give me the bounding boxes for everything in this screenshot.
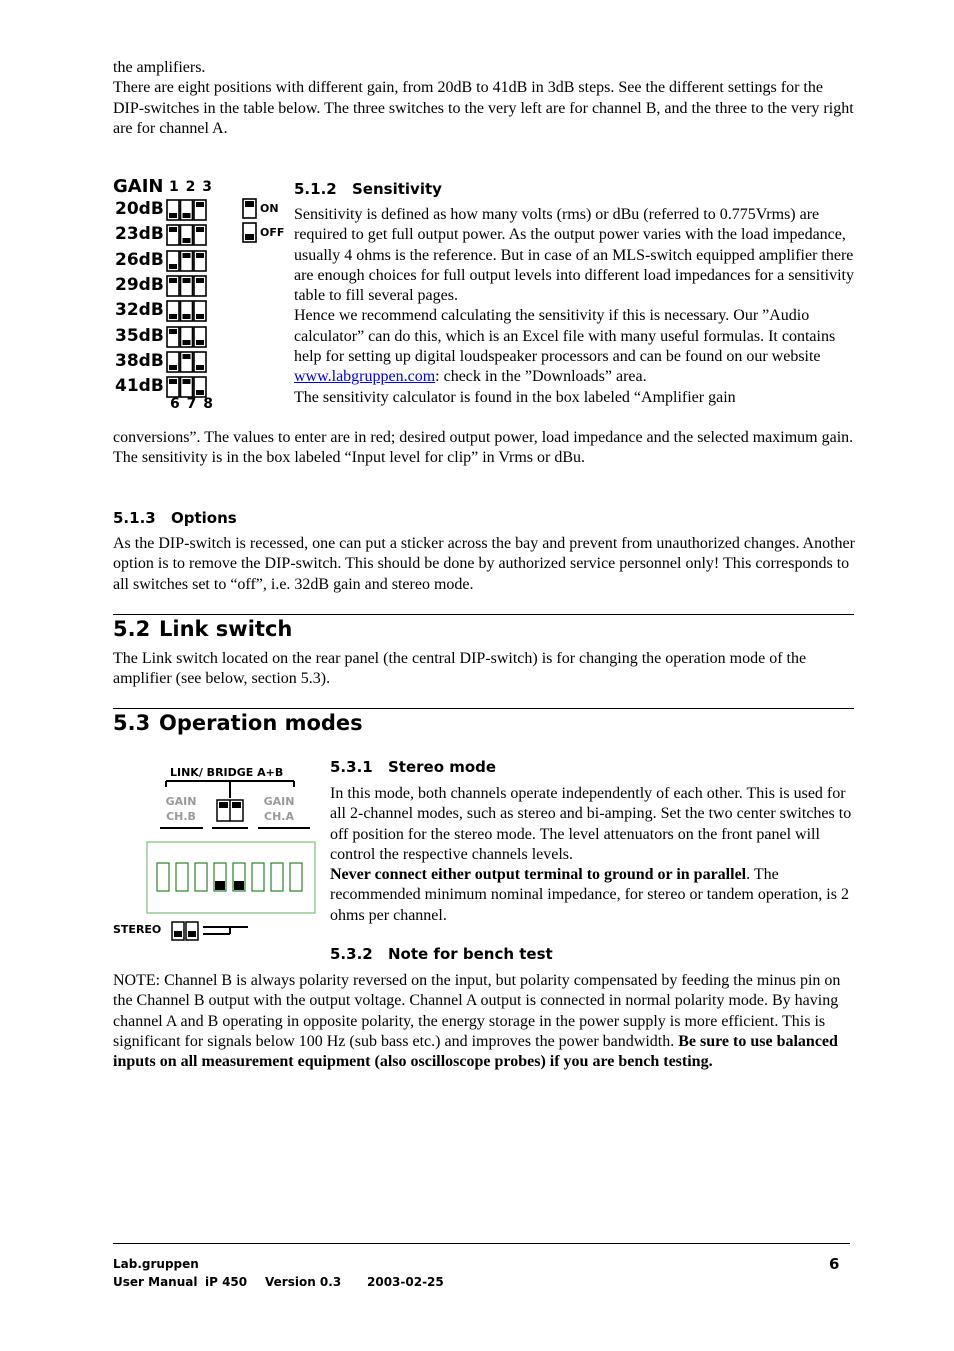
stereo-mode-body	[330, 784, 855, 926]
section-5-2-heading	[113, 617, 292, 641]
switch-on-icon	[242, 198, 258, 220]
gain-row-label: 32dB	[115, 300, 164, 321]
footer-company: Lab.gruppen	[113, 1257, 199, 1271]
link-switch-paragraph: The Link switch located on the rear panel (the central DIP-switch) is for changing the operation mode of the amplifier (see below, section 5.3).	[113, 650, 807, 688]
page-number: 6	[829, 1255, 840, 1273]
options-paragraph: As the DIP-switch is recessed, one can put a sticker across the bay and prevent from unauthorized changes. Another option is to remove the DIP-switch. This should be done by authorized service personnel only! This corresponds to all switches set to “off”, i.e. 32dB gain and stereo mode.	[113, 535, 855, 593]
labgruppen-website-link[interactable]: www.labgruppen.com	[294, 368, 436, 386]
gain-row-label: 26dB	[115, 249, 164, 270]
gain-row	[113, 224, 213, 248]
link-diagram-lines	[113, 762, 323, 944]
dip-switch-group-icon	[166, 326, 210, 350]
gain-row-label: 35dB	[115, 325, 164, 346]
dip-switch-group-icon	[166, 199, 210, 223]
link-switch-diagram	[113, 762, 323, 944]
bench-test-paragraph: NOTE: Channel B is always polarity reversed on the input, but polarity compensated by feeding the minus pin on the Channel B output with the output voltage. Channel A output is connected in normal polarity mode. By having channel A and B operating in opposite polarity, the energy storage in the power supply is more efficient. This is significant for signals below 100 Hz (sub bass etc.) and improves the power bandwidth. Be sure to use balanced inputs on all measurement equipment (also oscilloscope probes) if you are bench testing.	[113, 972, 841, 1071]
gain-row	[113, 275, 213, 299]
intro-block	[113, 58, 855, 139]
legend-on-label: ON	[260, 202, 279, 215]
dip-switch-group-icon	[166, 300, 210, 324]
gain-title: GAIN	[113, 176, 164, 197]
gain-row-label: 20dB	[115, 199, 164, 219]
gain-ch-a-label: GAIN CH.A	[263, 795, 295, 823]
section-title: Stereo mode	[388, 758, 497, 776]
section-title: Sensitivity	[352, 180, 442, 198]
section-title: Note for bench test	[388, 945, 553, 963]
section-5-3-heading	[113, 711, 363, 735]
section-number: 5.2	[113, 617, 151, 641]
link-bridge-label: LINK/ BRIDGE A+B	[170, 766, 284, 779]
switch-numbers-top: 1 2 3	[169, 179, 213, 195]
gain-row	[113, 351, 213, 375]
section-divider	[113, 614, 854, 615]
gain-ch-b-label: GAIN CH.B	[165, 795, 197, 823]
sensitivity-body	[294, 205, 855, 408]
section-title: Operation modes	[159, 711, 363, 735]
gain-row	[113, 326, 213, 350]
stereo-paragraph-1: In this mode, both channels operate independently of each other. This is used for all 2-channel modes, such as stereo and bi-amping. Set the two center switches to off position for the stereo mode. The level attenuators on the front panel will control the respective channels levels.	[330, 785, 852, 863]
dip-switch-knob	[215, 881, 225, 890]
switch-numbers-bottom: 6 7 8	[170, 396, 214, 412]
section-number: 5.3.2	[330, 945, 373, 963]
section-title: Link switch	[159, 617, 293, 641]
section-5-3-1-heading	[330, 758, 496, 776]
switch-legend	[242, 198, 292, 248]
dip-switch-slot	[271, 863, 283, 891]
gain-row-label: 38dB	[115, 350, 164, 371]
dip-switch-slot	[290, 863, 302, 891]
dip-switch-slot	[195, 863, 207, 891]
section-5-3-2-heading	[330, 945, 553, 963]
dip-switch-knob	[234, 881, 244, 890]
footer-version: Version 0.3	[265, 1275, 342, 1289]
section-divider	[113, 708, 854, 709]
dip-switch-group-icon	[166, 275, 210, 299]
section-5-1-3-heading	[113, 509, 237, 527]
section-5-1-2-heading	[294, 180, 442, 198]
footer-rule	[113, 1243, 850, 1244]
sensitivity-paragraph-3-start: The sensitivity calculator is found in the box labeled “Amplifier gain	[294, 388, 736, 406]
footer-manual: User Manual	[113, 1275, 198, 1289]
gain-row-label: 23dB	[115, 224, 164, 245]
dip-switch-group-icon	[166, 224, 210, 248]
footer-model: iP 450	[205, 1275, 248, 1289]
section-number: 5.3	[113, 711, 151, 735]
gain-row	[113, 300, 213, 324]
gain-row	[113, 250, 213, 274]
dip-switch-group-icon	[166, 351, 210, 375]
stereo-paragraph-2: Never connect either output terminal to ground or in parallel. The recommended minimum nominal impedance, for stereo or tandem operation, is 2 ohms per channel.	[330, 866, 849, 924]
gain-row-label: 29dB	[115, 274, 164, 295]
dip-switch-slot	[157, 863, 169, 891]
stereo-label: STEREO	[113, 923, 162, 936]
sensitivity-paragraph-1: Sensitivity is defined as how many volts (rms) or dBu (referred to 0.775Vrms) are required to get full output power. As the output power varies with the load impedance, usually 4 ohms is the reference. But in case of an MLS-switch equipped amplifier there are enough choices for full output levels into different load impedances for a sensitivity table to fill several pages.	[294, 206, 854, 305]
section-number: 5.1.3	[113, 509, 156, 527]
gain-row	[113, 199, 213, 223]
legend-off-label: OFF	[260, 226, 285, 239]
dip-switch-slot	[252, 863, 264, 891]
intro-paragraph: There are eight positions with different gain, from 20dB to 41dB in 3dB steps. See the different settings for the DIP-switches in the table below. The three switches to the very left are for channel B, and the three to the very right are for channel A.	[113, 79, 854, 137]
section-title: Options	[171, 509, 237, 527]
intro-line: the amplifiers.	[113, 59, 206, 76]
sensitivity-paragraph-2: Hence we recommend calculating the sensitivity if this is necessary. Our ”Audio calculator” can do this, which is an Excel file with many useful formulas. It contains help for setting up digital loudspeaker processors and can be found on our website www.labgruppen.com: check in the ”Downloads” area.	[294, 307, 836, 386]
gain-row-label: 41dB	[115, 376, 164, 397]
sensitivity-paragraph-3-rest: conversions”. The values to enter are in red; desired output power, load impedance and the selected maximum gain. The sensitivity is in the box labeled “Input level for clip” in Vrms or dBu.	[113, 429, 854, 467]
switch-off-icon	[242, 222, 258, 244]
footer-date: 2003-02-25	[367, 1275, 444, 1289]
dip-switch-group-icon	[166, 250, 210, 274]
dip-switch-slot	[176, 863, 188, 891]
section-number: 5.3.1	[330, 758, 373, 776]
section-number: 5.1.2	[294, 180, 337, 198]
